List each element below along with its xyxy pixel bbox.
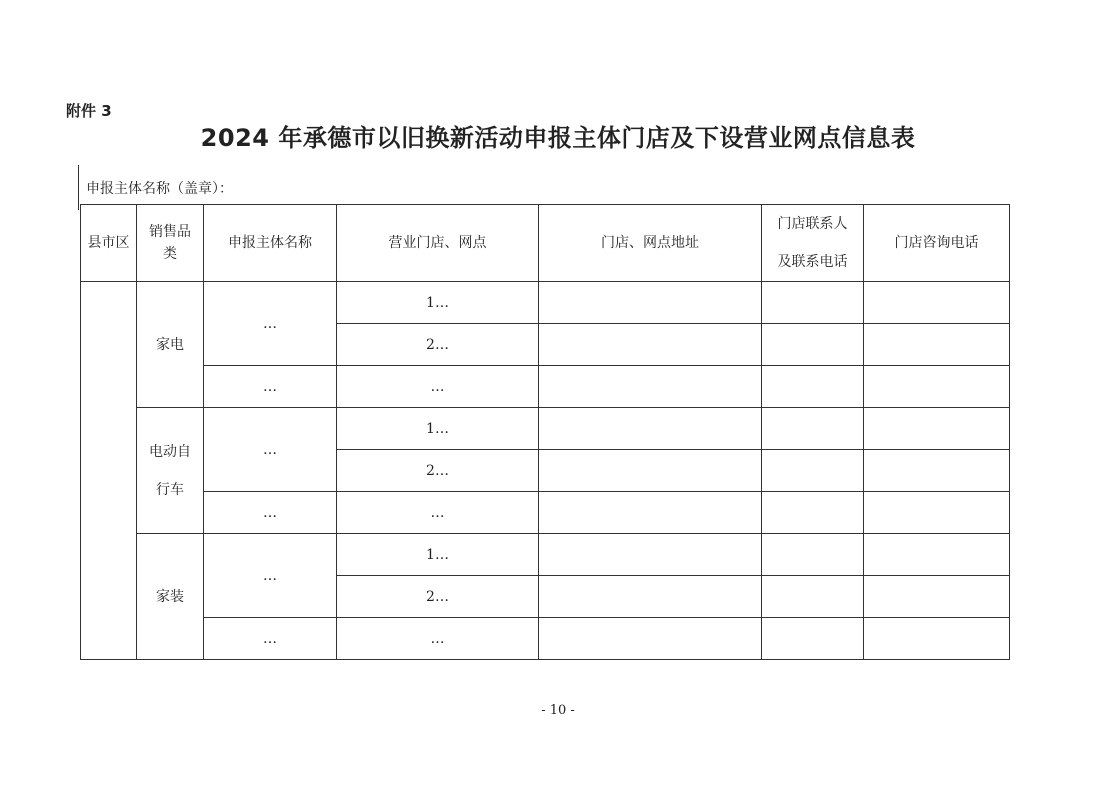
phone-cell: [864, 450, 1010, 492]
address-cell: [539, 324, 762, 366]
contact-cell: [762, 366, 864, 408]
table-row: [81, 366, 1010, 408]
store-cell: 2…: [337, 450, 539, 492]
margin-rule: [78, 165, 79, 210]
category-line1: 电动自: [149, 443, 191, 460]
table-row: [81, 618, 1010, 660]
store-cell: 2…: [337, 324, 539, 366]
header-contact: [762, 205, 864, 282]
entity-cell: …: [204, 366, 337, 408]
phone-cell: [864, 366, 1010, 408]
contact-cell: [762, 282, 864, 324]
table-header-row: [81, 205, 1010, 282]
header-category-line2: 类: [163, 246, 177, 262]
table-row: [81, 282, 1010, 324]
phone-cell: [864, 492, 1010, 534]
applicant-name-label: 申报主体名称（盖章）：: [86, 181, 233, 197]
table-row: [81, 534, 1010, 576]
store-cell: 1…: [337, 534, 539, 576]
address-cell: [539, 282, 762, 324]
phone-cell: [864, 324, 1010, 366]
store-cell: …: [337, 366, 539, 408]
phone-cell: [864, 618, 1010, 660]
header-contact-line1: 门店联系人: [777, 216, 848, 232]
contact-cell: [762, 450, 864, 492]
contact-cell: [762, 576, 864, 618]
entity-cell: …: [204, 408, 337, 492]
contact-cell: [762, 618, 864, 660]
store-cell: …: [337, 492, 539, 534]
table-row: [81, 492, 1010, 534]
phone-cell: [864, 576, 1010, 618]
phone-cell: [864, 408, 1010, 450]
county-cell: [81, 282, 137, 660]
entity-cell: …: [204, 492, 337, 534]
address-cell: [539, 450, 762, 492]
store-cell: 1…: [337, 282, 539, 324]
header-address: 门店、网点地址: [539, 205, 762, 282]
header-county: 县市区: [81, 205, 137, 282]
table-row: [81, 408, 1010, 450]
attachment-label: 附件 3: [66, 102, 112, 120]
store-info-table: [80, 204, 1010, 660]
store-cell: 2…: [337, 576, 539, 618]
contact-cell: [762, 492, 864, 534]
header-store: 营业门店、网点: [337, 205, 539, 282]
header-category: [137, 205, 204, 282]
phone-cell: [864, 534, 1010, 576]
header-phone: 门店咨询电话: [864, 205, 1010, 282]
contact-cell: [762, 408, 864, 450]
entity-cell: …: [204, 282, 337, 366]
contact-cell: [762, 324, 864, 366]
phone-cell: [864, 282, 1010, 324]
address-cell: [539, 366, 762, 408]
contact-cell: [762, 534, 864, 576]
entity-cell: …: [204, 534, 337, 618]
address-cell: [539, 576, 762, 618]
entity-cell: …: [204, 618, 337, 660]
header-entity: 申报主体名称: [204, 205, 337, 282]
address-cell: [539, 492, 762, 534]
address-cell: [539, 618, 762, 660]
page-number: - 10 -: [541, 703, 575, 718]
category-cell: 家装: [137, 534, 204, 660]
store-cell: 1…: [337, 408, 539, 450]
header-category-line1: 销售品: [149, 224, 191, 240]
store-cell: …: [337, 618, 539, 660]
category-cell: [137, 408, 204, 534]
page-title: 2024 年承德市以旧换新活动申报主体门店及下设营业网点信息表: [200, 124, 916, 152]
category-line2: 行车: [156, 481, 184, 498]
address-cell: [539, 408, 762, 450]
header-contact-line2: 及联系电话: [777, 254, 848, 270]
category-cell: 家电: [137, 282, 204, 408]
address-cell: [539, 534, 762, 576]
